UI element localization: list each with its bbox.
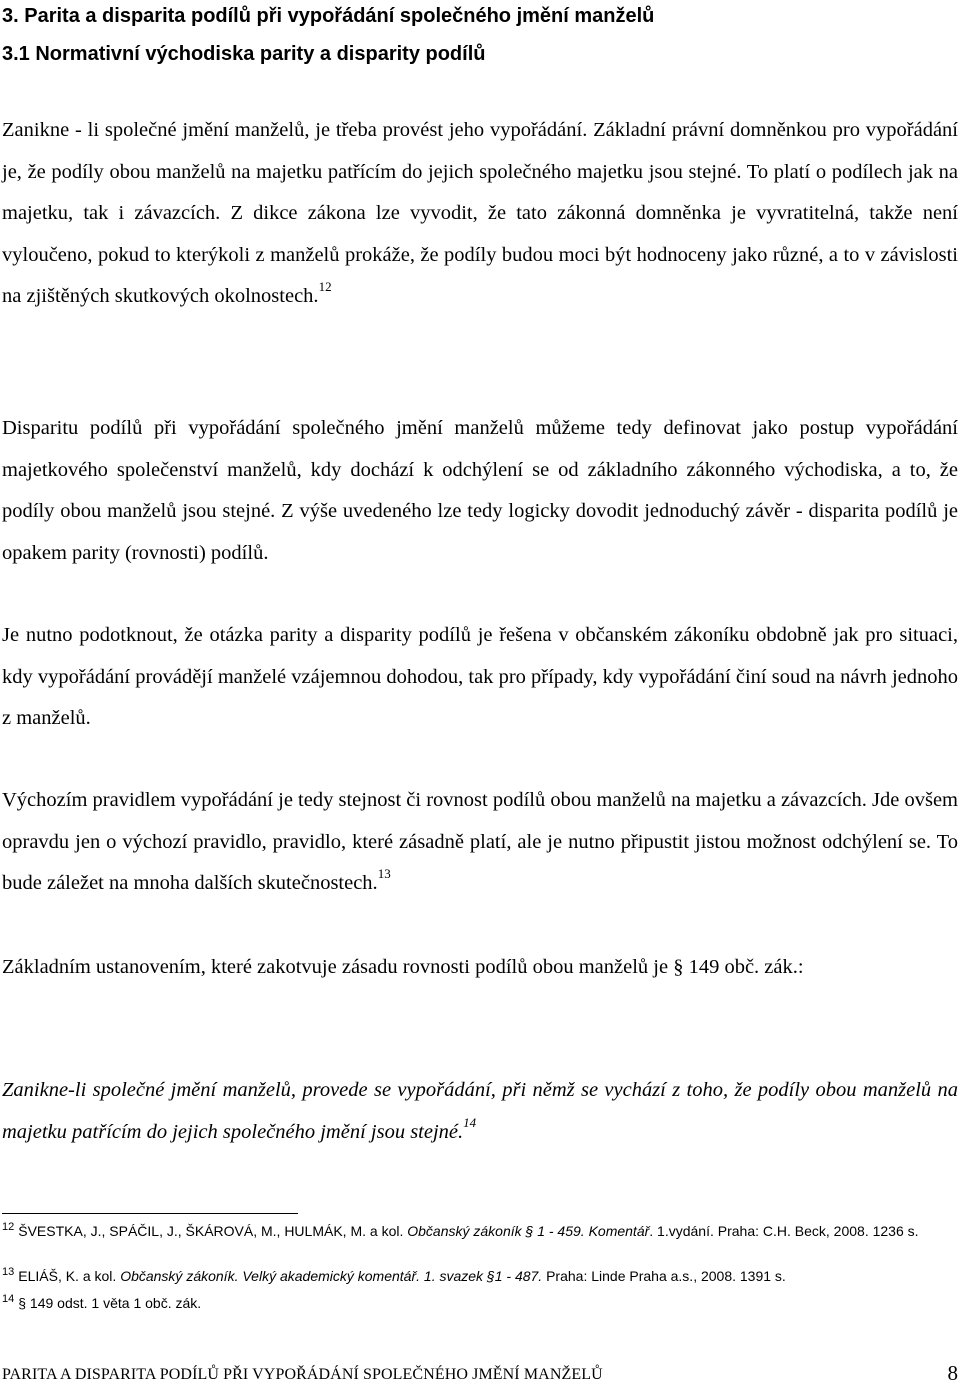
footnote-text: . 1.vydání. Praha: C.H. Beck, 2008. 1236 s. xyxy=(649,1223,919,1239)
footnote-text: Praha: Linde Praha a.s., 2008. 1391 s. xyxy=(542,1268,786,1284)
paragraph-5-text: Základním ustanovením, které zakotvuje zásadu rovnosti podílů obou manželů je § 149 obč. zák.: xyxy=(2,956,804,978)
paragraph-2-text: Disparitu podílů při vypořádání společného jmění manželů můžeme tedy definovat jako postup vypořádání majetkového společenství manželů, kdy dochází k odchýlení se od základního zákonného východiska, a to, že podíly obou manželů jsou stejné. Z výše uvedeného lze tedy logicky dovodit jednoduchý závěr - disparita podílů je opakem parity (rovnosti) podílů. xyxy=(2,417,958,564)
paragraph-3 xyxy=(2,615,958,740)
footnote-ref-14[interactable]: 14 xyxy=(463,1114,477,1130)
footnote-text: ELIÁŠ, K. a kol. xyxy=(18,1268,121,1284)
footnote-text: ŠVESTKA, J., SPÁČIL, J., ŠKÁROVÁ, M., HULMÁK, M. a kol. xyxy=(18,1223,408,1239)
page-footer xyxy=(2,1361,958,1386)
footnote-title: Občanský zákoník § 1 - 459. Komentář xyxy=(407,1223,650,1239)
footnote-ref-13[interactable]: 13 xyxy=(377,866,391,882)
legal-quote-text: Zanikne-li společné jmění manželů, provede se vypořádání, při němž se vychází z toho, že podíly obou manželů na majetku patřícím do jejich společného jmění jsou stejné. xyxy=(2,1079,958,1143)
paragraph-2 xyxy=(2,408,958,574)
footnote-13 xyxy=(2,1267,942,1286)
paragraph-5 xyxy=(2,947,958,989)
footnote-number: 14 xyxy=(2,1292,15,1305)
page-number: 8 xyxy=(947,1361,958,1385)
paragraph-1 xyxy=(2,110,958,318)
legal-quote xyxy=(2,1070,958,1153)
paragraph-3-text: Je nutno podotknout, že otázka parity a disparity podílů je řešena v občanském zákoníku obdobně jak pro situaci, kdy vypořádání provádějí manželé vzájemnou dohodou, tak pro případy, kdy vypořádání činí soud na návrh jednoho z manželů. xyxy=(2,624,958,730)
paragraph-4 xyxy=(2,780,958,905)
paragraph-1-text: Zanikne - li společné jmění manželů, je třeba provést jeho vypořádání. Základní právní domněnkou pro vypořádání je, že podíly obou manželů na majetku patřícím do jejich společného majetku jsou stejné. To platí o podílech jak na majetku, tak i závazcích. Z dikce zákona lze vyvodit, že tato zákonná domněnka je vyvratitelná, takže není vyloučeno, pokud to kterýkoli z manželů prokáže, že podíly budou moci být hodnoceny jako různé, a to v závislosti na zjištěných skutkových okolnostech. xyxy=(2,119,958,308)
footnote-ref-12[interactable]: 12 xyxy=(318,279,332,295)
footnote-number: 13 xyxy=(2,1265,15,1278)
footnote-title: Občanský zákoník. Velký akademický komentář. 1. svazek §1 - 487. xyxy=(120,1268,543,1284)
paragraph-4-text: Výchozím pravidlem vypořádání je tedy stejnost či rovnost podílů obou manželů na majetku a závazcích. Jde ovšem opravdu jen o výchozí pravidlo, pravidlo, které zásadně platí, ale je nutno připustit jistou možnost odchýlení se. To bude záležet na mnoha dalších skutečnostech. xyxy=(2,789,958,895)
section-heading: 3.1 Normativní východiska parity a disparity podílů xyxy=(2,43,486,65)
footnote-separator xyxy=(2,1213,298,1214)
footnote-text: § 149 odst. 1 věta 1 obč. zák. xyxy=(18,1295,202,1311)
footnote-12 xyxy=(2,1222,942,1241)
footnote-number: 12 xyxy=(2,1220,15,1233)
chapter-heading: 3. Parita a disparita podílů při vypořádání společného jmění manželů xyxy=(2,5,655,27)
footnote-14 xyxy=(2,1294,942,1313)
footer-title: PARITA A DISPARITA PODÍLŮ PŘI VYPOŘÁDÁNÍ SPOLEČNÉHO JMĚNÍ MANŽELŮ xyxy=(2,1366,603,1383)
